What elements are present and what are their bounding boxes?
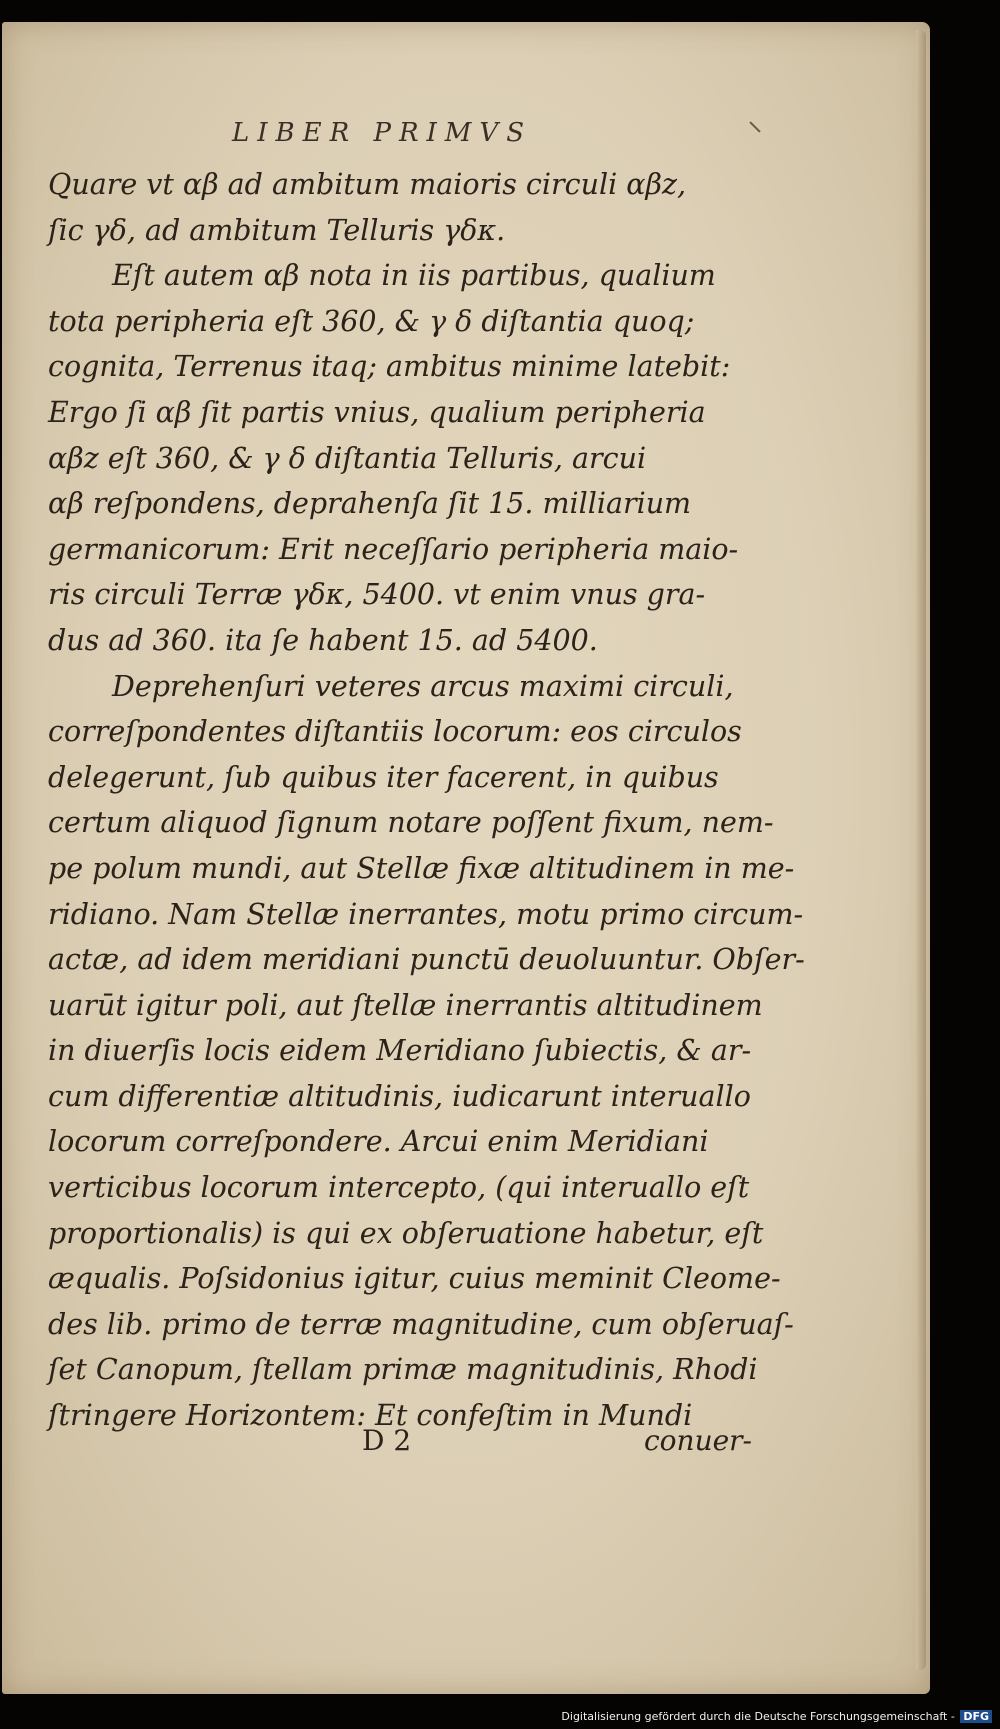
running-head: LIBER PRIMVS [232, 118, 533, 148]
text-line: cum differentiæ altitudinis, iudicarunt interuallo [48, 1079, 751, 1113]
catchword: conuer- [644, 1424, 753, 1457]
page-edge [916, 30, 926, 1670]
text-line: verticibus locorum intercepto, (qui interuallo eſt [48, 1171, 750, 1205]
text-line: correſpondentes diſtantiis locorum: eos circulos [48, 715, 742, 749]
text-line: Ergo ſi αβ ſit partis vnius, qualium peripheria [48, 395, 706, 429]
text-line: ris circuli Terræ γδκ, 5400. vt enim vnus gra- [48, 578, 706, 612]
text-line: tota peripheria eſt 360, & γ δ diſtantia quoq; [48, 304, 695, 338]
dfg-logo: DFG [960, 1710, 992, 1723]
book-page [2, 22, 930, 1694]
text-line: uarūt igitur poli, aut ſtellæ inerrantis altitudinem [48, 988, 763, 1022]
digitization-notice-text: Digitalisierung gefördert durch die Deutsche Forschungsgemeinschaft - [561, 1710, 955, 1723]
text-line: Deprehenſuri veteres arcus maximi circuli, [112, 669, 734, 703]
text-line: pe polum mundi, aut Stellæ fixæ altitudinem in me- [48, 851, 795, 885]
text-line: æqualis. Poſsidonius igitur, cuius meminit Cleome- [48, 1262, 781, 1296]
text-line: ſet Canopum, ſtellam primæ magnitudinis, Rhodi [48, 1353, 758, 1387]
text-line: ridiano. Nam Stellæ inerrantes, motu primo circum- [48, 897, 804, 931]
text-line: dus ad 360. ita ſe habent 15. ad 5400. [48, 623, 598, 657]
signature-mark: D 2 [362, 1424, 412, 1457]
text-line: ſic γδ, ad ambitum Telluris γδκ. [48, 213, 506, 247]
text-line: cognita, Terrenus itaq; ambitus minime latebit: [48, 350, 731, 384]
text-line: certum aliquod ſignum notare poſſent fixum, nem- [48, 806, 774, 840]
text-line: αβ reſpondens, deprahenſa ſit 15. milliarium [48, 487, 692, 521]
text-line: locorum correſpondere. Arcui enim Meridiani [48, 1125, 709, 1159]
text-line: actæ, ad idem meridiani punctū deuoluuntur. Obſer- [48, 943, 805, 977]
text-line: des lib. primo de terræ magnitudine, cum obſeruaſ- [48, 1307, 794, 1341]
text-line: proportionalis) is qui ex obſeruatione habetur, eſt [48, 1216, 764, 1250]
text-line: in diuerſis locis eidem Meridiano ſubiectis, & ar- [48, 1034, 752, 1068]
text-line: ſtringere Horizontem: Et confeſtim in Mundi [48, 1399, 693, 1433]
margin-mark [749, 121, 760, 132]
body-text [48, 162, 805, 1439]
text-line: delegerunt, ſub quibus iter facerent, in quibus [48, 760, 719, 794]
digitization-notice [561, 1710, 992, 1723]
text-line: Eſt autem αβ nota in iis partibus, qualium [112, 259, 716, 293]
text-line: germanicorum: Erit neceſſario peripheria maio- [48, 532, 739, 566]
text-line: Quare vt αβ ad ambitum maioris circuli αβz, [48, 168, 687, 201]
text-line: αβz eſt 360, & γ δ diſtantia Telluris, arcui [48, 441, 647, 475]
